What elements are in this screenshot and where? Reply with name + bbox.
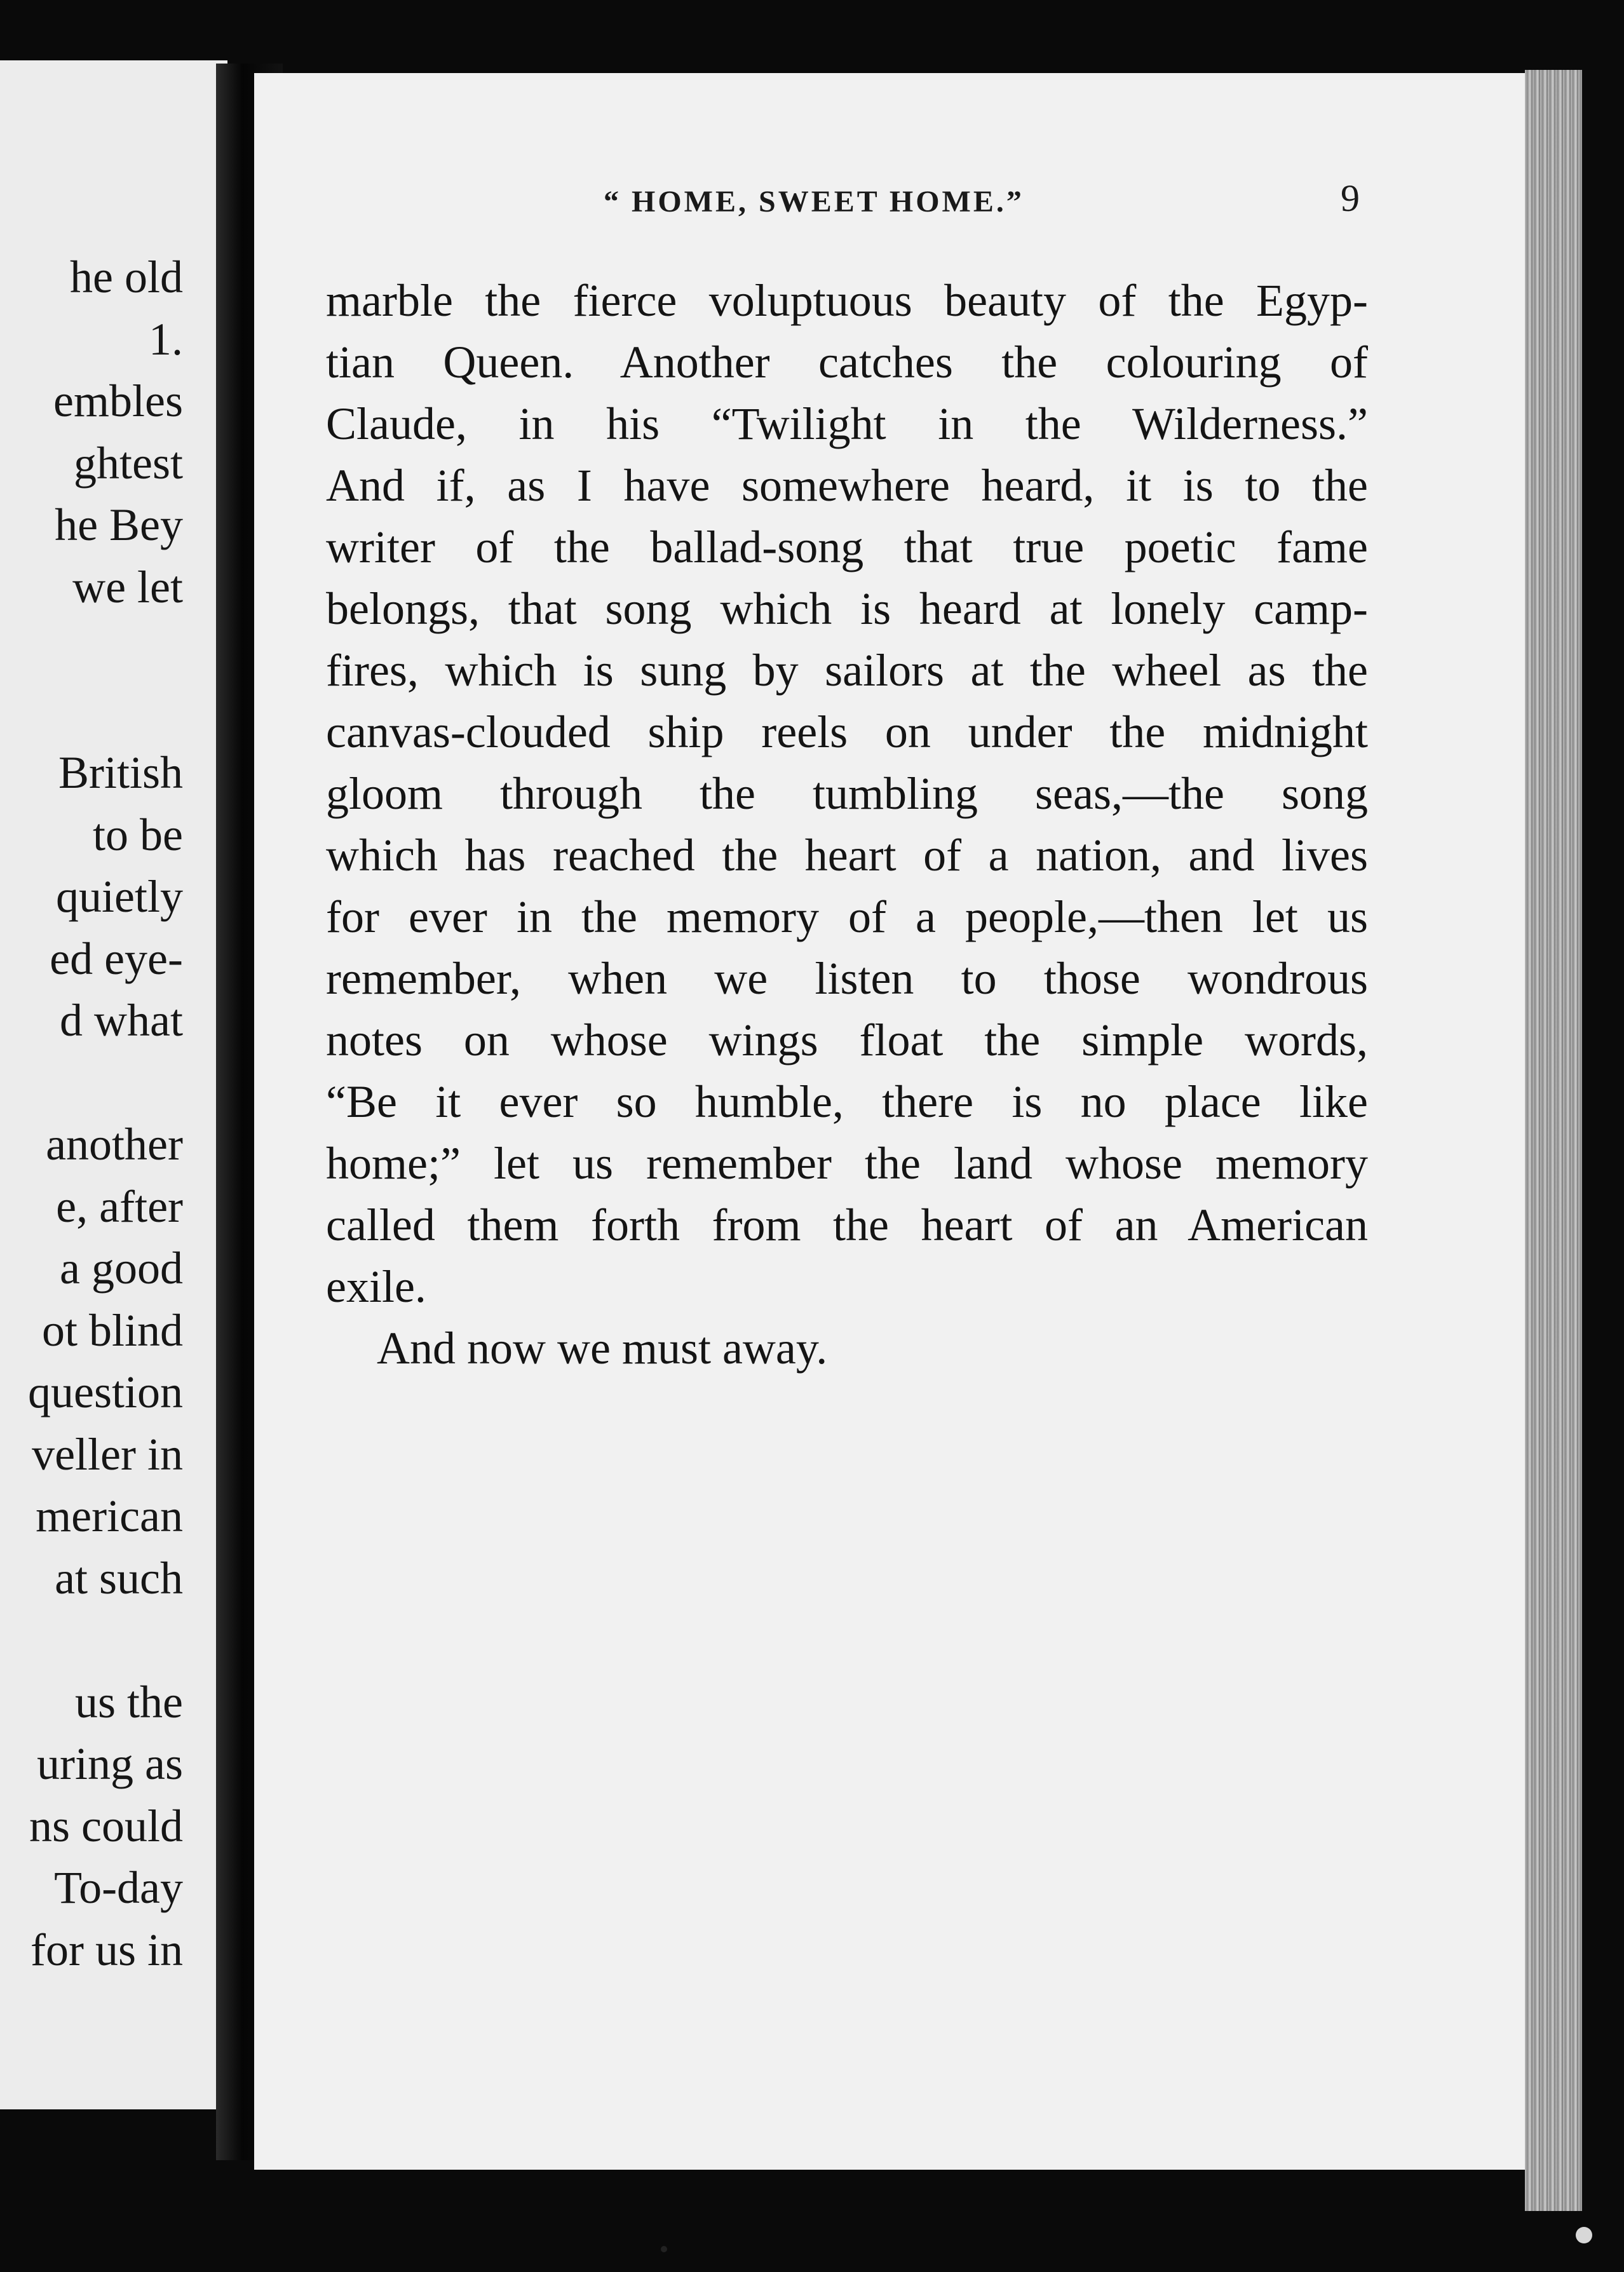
left-page-line: he old xyxy=(70,252,183,302)
left-page-line: ghtest xyxy=(74,437,183,489)
left-page-line: ot blind xyxy=(41,1304,183,1356)
left-page-line: at such xyxy=(55,1552,183,1604)
left-page-line: to be xyxy=(93,809,183,860)
text-line: And if, as I have somewhere heard, it is to the xyxy=(326,460,1368,511)
text-line: canvas-clouded ship reels on under the midnight xyxy=(326,707,1368,757)
left-page-line: merican xyxy=(36,1491,183,1541)
text-line: Claude, in his “Twilight in the Wilderness.” xyxy=(326,398,1368,449)
text-line: tian Queen. Another catches the colouring of xyxy=(326,337,1368,388)
text-line: marble the fierce voluptuous beauty of the Egyp- xyxy=(326,275,1368,326)
left-page-line: 1. xyxy=(149,313,183,365)
left-page-line: e, after xyxy=(56,1180,183,1232)
running-head: “ HOME, SWEET HOME.” xyxy=(604,185,1024,219)
text-line: notes on whose wings float the simple words, xyxy=(326,1015,1368,1065)
text-line: “Be it ever so humble, there is no place like xyxy=(326,1076,1368,1127)
page-number: 9 xyxy=(1341,177,1360,219)
text-line: writer of the ballad-song that true poetic fame xyxy=(326,522,1368,572)
text-line: belongs, that song which is heard at lonely camp- xyxy=(326,583,1368,634)
left-page-line: British xyxy=(58,747,183,798)
text-line: fires, which is sung by sailors at the wheel as the xyxy=(326,645,1368,696)
text-line: called them forth from the heart of an American xyxy=(326,1200,1368,1250)
left-page-line: he Bey xyxy=(55,499,183,550)
left-page-line: d what xyxy=(60,995,183,1046)
left-page-line: quietly xyxy=(56,871,183,922)
left-page-line: another xyxy=(46,1119,183,1170)
text-line: which has reached the heart of a nation, and lives xyxy=(326,830,1368,881)
left-page-line: for us in xyxy=(30,1924,183,1975)
text-line: remember, when we listen to those wondrous xyxy=(326,953,1368,1004)
left-facing-page xyxy=(0,60,227,2109)
scan-speck xyxy=(661,2246,667,2252)
left-page-line: ns could xyxy=(29,1800,183,1851)
left-page-line: ed eye- xyxy=(50,933,183,984)
text-line: gloom through the tumbling seas,—the song xyxy=(326,768,1368,819)
left-page-line: veller in xyxy=(32,1428,183,1480)
page-edges xyxy=(1525,70,1582,2211)
left-page-line: embles xyxy=(53,375,183,426)
body-text xyxy=(326,270,1368,1379)
closing-line: And now we must away. xyxy=(377,1323,828,1374)
left-page-line: a good xyxy=(60,1243,183,1294)
scan-speck xyxy=(1576,2227,1592,2243)
left-page-line: question xyxy=(28,1367,183,1417)
text-line: exile. xyxy=(326,1261,426,1312)
left-page-line: uring as xyxy=(37,1738,183,1789)
left-page-line: To-day xyxy=(54,1862,183,1913)
text-line: home;” let us remember the land whose memory xyxy=(326,1138,1368,1189)
left-page-line: we let xyxy=(72,561,183,612)
text-line: for ever in the memory of a people,—then let us xyxy=(326,891,1368,942)
left-page-line: us the xyxy=(75,1676,183,1728)
